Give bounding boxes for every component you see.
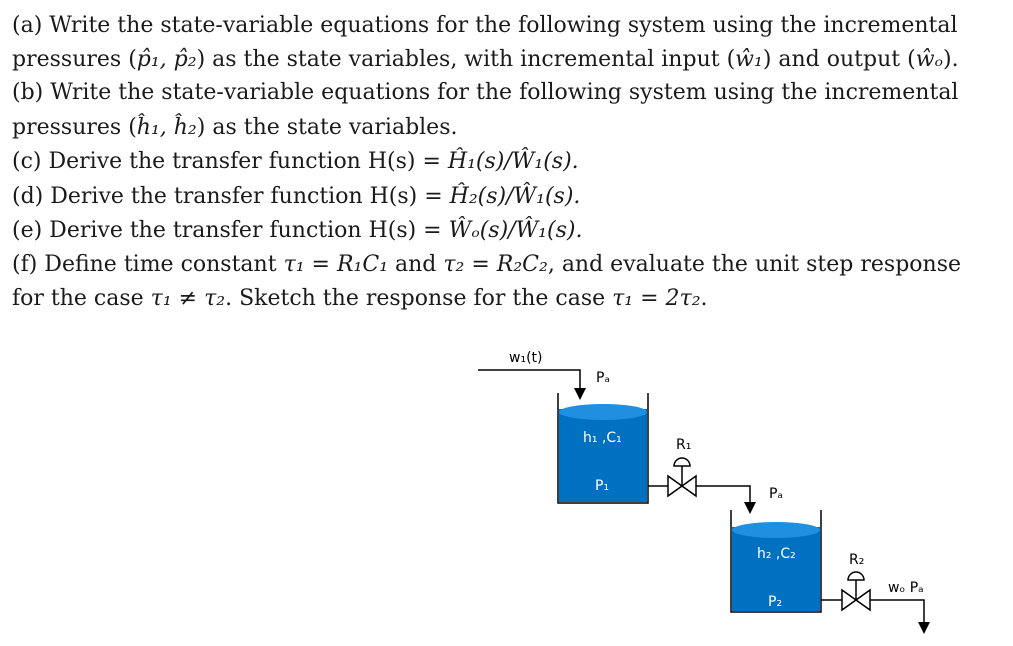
part-f-eq2: τ₂ = R₂C₂: [443, 252, 548, 277]
tank1-water-surface: [559, 404, 647, 420]
part-a-end: ).: [943, 47, 959, 72]
part-f-eq1: τ₁ = R₁C₁: [283, 252, 389, 277]
output-label: wₒ Pₐ: [888, 580, 924, 596]
part-f2-pre: for the case: [12, 286, 151, 311]
part-b-end: ) as the state variables.: [196, 115, 458, 140]
part-e-expr: Ŵₒ(s)/Ŵ₁(s).: [448, 218, 583, 243]
part-a-output: ŵₒ: [915, 47, 943, 72]
tank2-label: h₂ ,C₂: [757, 546, 796, 562]
part-b-text1: (b) Write the state-variable equations for the following system using the incremental: [12, 80, 959, 105]
input-flow-label: w₁(t): [509, 350, 543, 366]
tank1-top-pressure-label: Pₐ: [596, 370, 610, 386]
pipe1b: [696, 486, 750, 508]
part-d-pre: (d) Derive the transfer function H(s) =: [12, 184, 450, 209]
tank2-top-pressure-label: Pₐ: [769, 486, 783, 502]
part-a-input: ŵ₁: [735, 47, 763, 72]
tank1-pressure-label: P₁: [595, 478, 610, 494]
part-c-pre: (c) Derive the transfer function H(s) =: [12, 149, 448, 174]
part-a-state-vars: p̂₁, p̂₂: [136, 47, 197, 72]
part-d-expr: Ĥ₂(s)/Ŵ₁(s).: [449, 184, 581, 209]
part-f2-eq2: τ₁ = 2τ₂: [612, 286, 701, 311]
part-a-mid2: ) and output (: [762, 47, 916, 72]
part-a-pre: pressures (: [12, 47, 137, 72]
tank1-label: h₁ ,C₁: [583, 430, 622, 446]
valve1: [668, 458, 696, 496]
part-f-end: , and evaluate the unit step response: [547, 252, 962, 277]
tank2-pressure-label: P₂: [768, 594, 783, 610]
part-c-expr: Ĥ₁(s)/Ŵ₁(s).: [447, 149, 579, 174]
valve2: [842, 572, 870, 610]
part-f2-mid: . Sketch the response for the case: [225, 286, 613, 311]
valve2-label: R₂: [849, 552, 865, 568]
part-b-state-vars: ĥ₁, ĥ₂: [136, 115, 197, 140]
part-f-and: and: [388, 252, 444, 277]
tank2-water-surface: [732, 522, 820, 538]
input-flow-arrow: [478, 370, 580, 394]
part-f2-eq1: τ₁ ≠ τ₂: [150, 286, 226, 311]
output-flow-arrow: [870, 600, 924, 628]
part-f2-end: .: [700, 286, 708, 311]
part-b-pre: pressures (: [12, 115, 137, 140]
part-f-pre: (f) Define time constant: [12, 252, 284, 277]
valve1-label: R₁: [676, 437, 692, 453]
part-e-pre: (e) Derive the transfer function H(s) =: [12, 218, 449, 243]
part-a-mid: ) as the state variables, with incremental input (: [196, 47, 736, 72]
part-a-text1: (a) Write the state-variable equations for the following system using the incremental: [12, 13, 958, 38]
